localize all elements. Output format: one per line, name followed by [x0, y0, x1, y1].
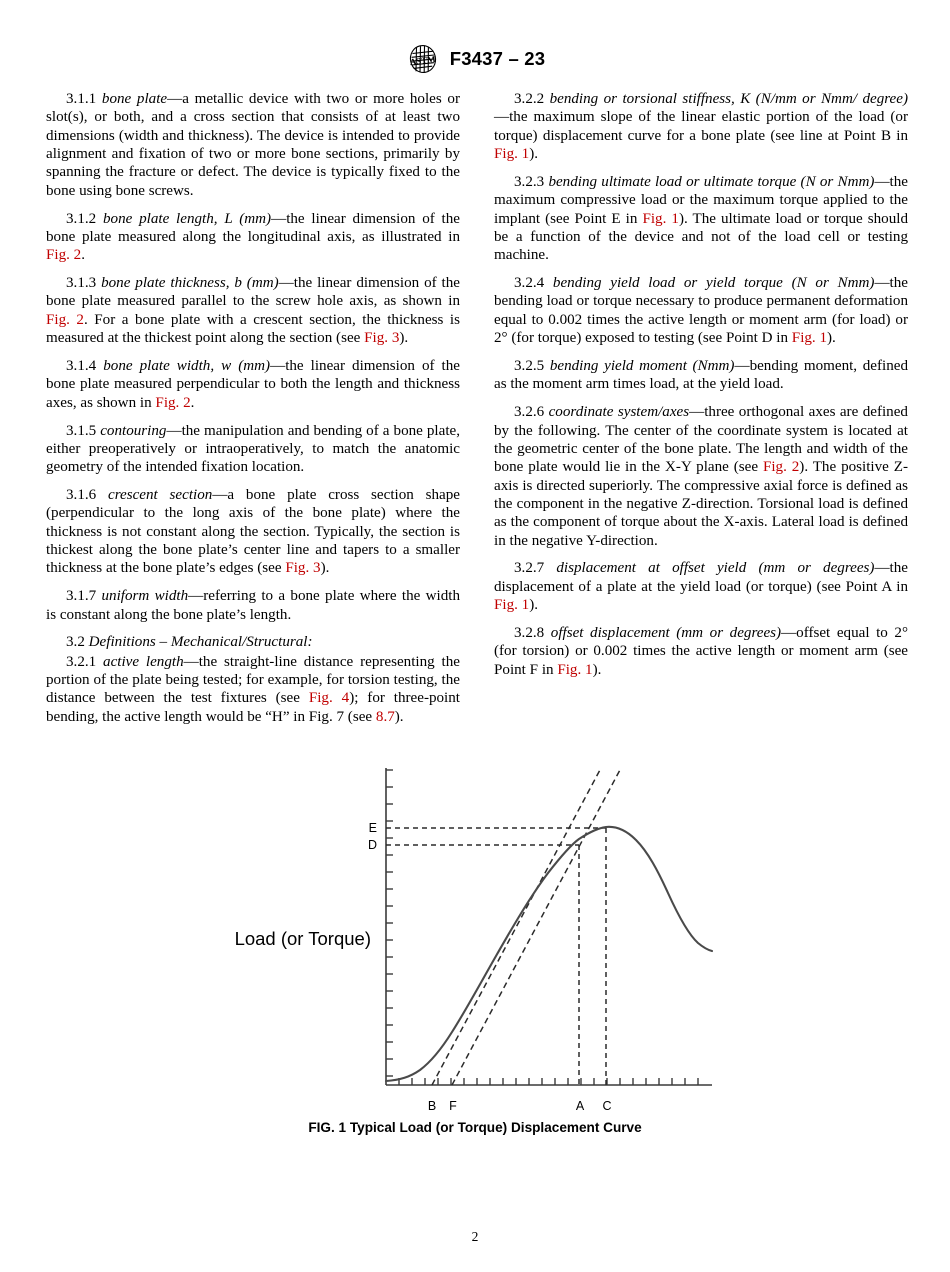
clause-text: —referring to a bone plate where the width is constant along the bone plate’s length. — [46, 588, 461, 623]
section-number: 3.2 — [66, 634, 85, 651]
paragraph-3-1-4 — [46, 357, 460, 412]
defined-term: offset displacement (mm or degrees) — [550, 624, 782, 641]
offset-line — [452, 768, 621, 1085]
paragraph-3-2-3 — [494, 173, 908, 265]
clause-text-mid: ). The positive Z-axis is directed superiorly. The compressive axial force is defined as the component in the negative Z-direction. Torsional load is defined as the component of torque about the X-axis. Lateral load is defined in the negative Y-direction. — [494, 459, 909, 549]
paragraph-3-2-2 — [494, 90, 908, 163]
defined-term: contouring — [100, 422, 167, 439]
document-body — [46, 90, 908, 726]
section-title: Definitions – Mechanical/Structural: — [88, 634, 313, 651]
defined-term: bending or torsional stiffness, K (N/mm or Nmm/ degree) — [549, 91, 908, 107]
clause-text: —the linear dimension of the bone plate measured perpendicular to both the length and thickness axes, as shown in — [46, 357, 460, 411]
clause-text-tail: . — [190, 394, 195, 411]
clause-text-mid: . For a bone plate with a crescent section, the thickness is measured at the thickest point along the section (see — [46, 311, 460, 347]
clause-text-tail: ). — [394, 708, 404, 725]
clause-text-tail: ). — [827, 330, 836, 347]
clause-text-tail: ). — [399, 330, 409, 347]
clause-text-mid: ); for three-point bending, the active length would be “H” in Fig. 7 (see — [46, 690, 460, 725]
clause-number: 3.2.6 — [514, 404, 545, 421]
clause-number: 3.2.1 — [66, 653, 97, 670]
section-heading-3-2 — [46, 633, 460, 651]
clause-text-tail: ). — [529, 146, 539, 163]
clause-number: 3.2.5 — [514, 357, 545, 374]
x-tick-label-B: B — [427, 1099, 437, 1113]
paragraph-3-2-7 — [494, 559, 908, 614]
paragraph-3-1-1 — [46, 90, 460, 200]
clause-text: —the maximum compressive load or the maximum torque applied to the implant (see Point E in — [494, 173, 908, 227]
paragraph-3-1-2 — [46, 210, 460, 265]
astm-logo-icon — [405, 44, 441, 74]
figure-reference-link[interactable]: Fig. 1 — [557, 661, 593, 678]
clause-number: 3.2.8 — [514, 624, 545, 641]
load-displacement-chart — [0, 756, 950, 1126]
clause-text: —the maximum slope of the linear elastic portion of the load (or torque) displacement curve for a bone plate (see line at Point B in — [494, 109, 908, 144]
figure-reference-link[interactable]: Fig. 1 — [494, 597, 530, 614]
y-axis-ticks — [386, 770, 393, 1076]
clause-text: —the bending load or torque necessary to produce permanent deformation equal to 0.002 times the active length or moment arm (for load) or 2° (for torque) exposed to testing (see Point D in — [494, 275, 908, 347]
right-column — [494, 90, 908, 726]
defined-term: coordinate system/axes — [548, 404, 690, 421]
stiffness-tangent-line — [432, 768, 601, 1085]
clause-number: 3.1.1 — [66, 91, 97, 107]
figure-caption: FIG. 1 Typical Load (or Torque) Displacement Curve — [308, 1120, 642, 1135]
clause-text: —three orthogonal axes are defined by the following. The center of the coordinate system is located at the geometric center of the bone plate. The length and width of the bone plate would lie in the X-Y plane (see — [494, 404, 908, 476]
figure-reference-link[interactable]: Fig. 1 — [791, 330, 828, 347]
clause-number: 3.2.4 — [514, 275, 545, 292]
paragraph-3-2-1 — [46, 653, 460, 726]
defined-term: uniform width — [101, 588, 189, 605]
clause-number: 3.2.3 — [514, 173, 545, 190]
chart-axes — [386, 768, 712, 1085]
paragraph-3-1-5 — [46, 422, 460, 477]
clause-number: 3.1.4 — [66, 357, 97, 374]
figure-reference-link[interactable]: Fig. 2 — [46, 247, 82, 264]
defined-term: bone plate length, L (mm) — [102, 210, 272, 227]
page-header — [0, 42, 950, 76]
paragraph-3-2-5 — [494, 357, 908, 394]
figure-reference-link[interactable]: Fig. 4 — [308, 690, 350, 707]
figure-reference-link[interactable]: Fig. 3 — [285, 560, 321, 577]
paragraph-3-1-3 — [46, 274, 460, 347]
defined-term: bone plate thickness, b (mm) — [101, 275, 279, 292]
defined-term: bending ultimate load or ultimate torque (N or Nmm) — [548, 173, 875, 190]
clause-number: 3.1.2 — [66, 210, 97, 227]
clause-text: —bending moment, defined as the moment arm times load, at the yield load. — [494, 357, 908, 393]
vertical-guide-lines — [579, 828, 606, 1085]
paragraph-3-2-6 — [494, 403, 908, 550]
clause-number: 3.2.2 — [514, 91, 545, 107]
clause-text-tail: . — [81, 247, 86, 264]
clause-text-tail: ). — [592, 661, 602, 678]
clause-text: —a bone plate cross section shape (perpendicular to the long axis of the bone plate) where the thickness is not constant along the section. Typically, the section is thickest along the bone plate’s center line and tapers to a smaller thickness at the bone plate’s edges (see — [46, 487, 460, 577]
horizontal-guide-lines — [386, 828, 606, 845]
clause-number: 3.1.5 — [66, 422, 97, 439]
load-displacement-curve — [386, 827, 712, 1081]
defined-term: displacement at offset yield (mm or degrees) — [556, 560, 875, 577]
clause-text-tail: ). — [320, 560, 330, 577]
paragraph-3-1-6 — [46, 486, 460, 578]
clause-text: —a metallic device with two or more holes or slot(s), or both, and a cross section that consists of at least two dimensions (width and thickness). The device is intended to provide alignment and fixation of two or more bone sections, primarily by spanning the fracture or defect. The device is typically fixed to the bone using bone screws. — [46, 91, 460, 199]
clause-text: —the linear dimension of the bone plate measured along the longitudinal axis, as illustrated in — [46, 210, 461, 245]
paragraph-3-2-8 — [494, 624, 908, 679]
x-tick-label-C: C — [602, 1099, 612, 1113]
y-axis-title: Load (or Torque) — [234, 928, 371, 949]
svg-text:ASTM: ASTM — [408, 53, 436, 68]
tangent-and-offset-lines — [432, 768, 621, 1085]
figure-reference-link[interactable]: Fig. 3 — [364, 330, 400, 347]
paragraph-3-2-4 — [494, 274, 908, 347]
clause-text-mid: ). The ultimate load or torque should be a function of the device and not of the load cell or testing machine. — [494, 210, 908, 264]
clause-number: 3.1.7 — [66, 588, 97, 605]
clause-number: 3.1.6 — [66, 487, 97, 504]
defined-term: bone plate — [101, 91, 168, 107]
clause-text-tail: ). — [529, 597, 539, 614]
defined-term: active length — [103, 653, 184, 670]
defined-term: bone plate width, w (mm) — [103, 357, 271, 374]
left-column — [46, 90, 460, 726]
figure-1 — [0, 756, 950, 1156]
paragraph-3-1-7 — [46, 587, 460, 624]
clause-text: —offset equal to 2° (for torsion) or 0.002 times the active length or moment arm (see Point F in — [494, 624, 908, 678]
clause-text: —the manipulation and bending of a bone plate, either preoperatively or intraoperatively, to match the anatomic geometry of the intended fixation location. — [46, 422, 460, 476]
x-tick-label-F: F — [449, 1099, 457, 1113]
figure-reference-link[interactable]: Fig. 1 — [642, 210, 679, 227]
figure-reference-link[interactable]: Fig. 2 — [762, 459, 800, 476]
section-reference-link[interactable]: 8.7 — [375, 708, 395, 725]
clause-text: —the straight-line distance representing the portion of the plate being tested; for example, for torsion testing, the distance between the test fixtures (see — [46, 653, 460, 707]
figure-reference-link[interactable]: Fig. 1 — [494, 146, 530, 163]
defined-term: crescent section — [108, 487, 213, 504]
y-tick-label-D: D — [367, 838, 377, 852]
y-tick-label-E: E — [368, 821, 377, 835]
clause-number: 3.1.3 — [66, 275, 97, 292]
clause-text: —the linear dimension of the bone plate measured parallel to the screw hole axis, as shown in — [46, 275, 460, 310]
defined-term: bending yield moment (Nmm) — [549, 357, 735, 374]
page-number: 2 — [471, 1229, 479, 1244]
x-axis-ticks — [399, 1078, 698, 1085]
clause-number: 3.2.7 — [514, 560, 545, 577]
standard-designation: F3437 – 23 — [449, 48, 546, 69]
x-tick-label-A: A — [575, 1099, 585, 1113]
clause-text: —the displacement of a plate at the yield load (or torque) (see Point A in — [494, 560, 908, 595]
figure-reference-link[interactable]: Fig. 2 — [46, 311, 84, 328]
figure-reference-link[interactable]: Fig. 2 — [155, 394, 191, 411]
defined-term: bending yield load or yield torque (N or Nmm) — [552, 275, 875, 292]
